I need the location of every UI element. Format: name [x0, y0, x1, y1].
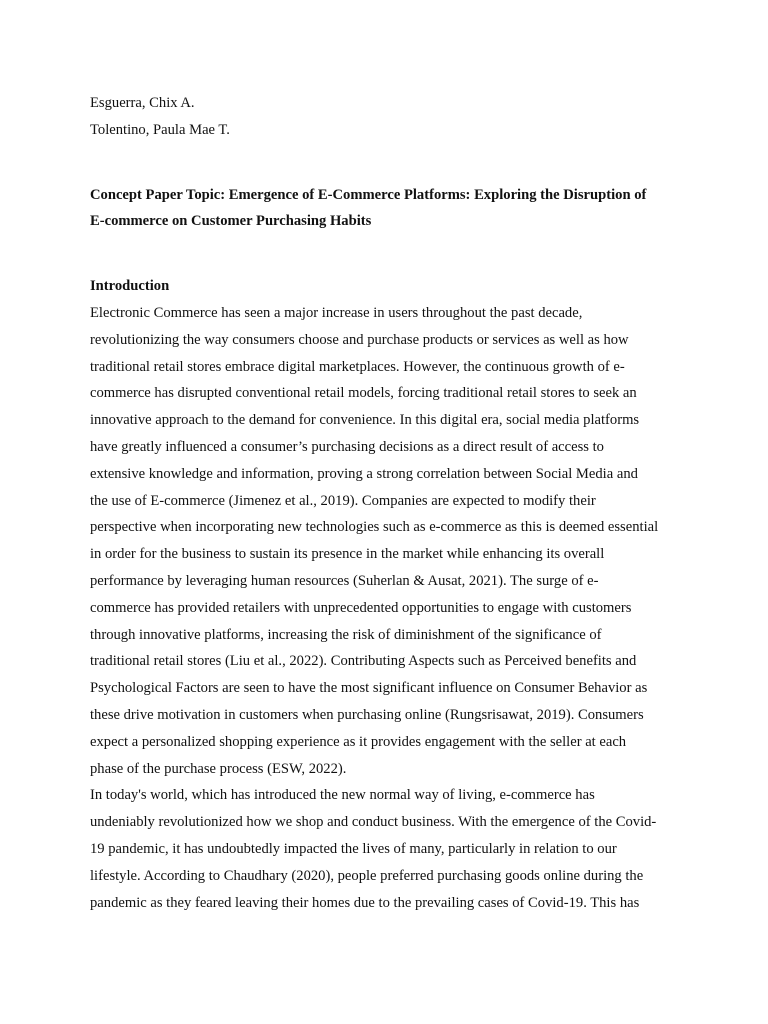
author-list [90, 90, 680, 144]
paper-title [90, 182, 680, 236]
text-line: traditional retail stores (Liu et al., 2022). Contributing Aspects such as Perceived benefits and [90, 653, 637, 670]
author-name: Tolentino, Paula Mae T. [90, 121, 230, 138]
text-line: have greatly influenced a consumer’s purchasing decisions as a direct result of access to [90, 438, 604, 455]
text-line: pandemic as they feared leaving their homes due to the prevailing cases of Covid-19. This has [90, 894, 640, 911]
text-line: commerce has provided retailers with unprecedented opportunities to engage with customers [90, 599, 632, 616]
text-line: lifestyle. According to Chaudhary (2020), people preferred purchasing goods online during the [90, 867, 644, 884]
text-line: perspective when incorporating new technologies such as e-commerce as this is deemed essential [90, 519, 659, 536]
title-line: E-commerce on Customer Purchasing Habits [90, 213, 372, 230]
text-line: commerce has disrupted conventional retail models, forcing traditional retail stores to seek an [90, 385, 637, 402]
section-heading-introduction: Introduction [90, 278, 170, 295]
text-line: revolutionizing the way consumers choose and purchase products or services as well as how [90, 331, 629, 348]
text-line: undeniably revolutionized how we shop and conduct business. With the emergence of the Covid- [90, 814, 657, 831]
text-line: through innovative platforms, increasing the risk of diminishment of the significance of [90, 626, 602, 643]
document-page [90, 90, 680, 916]
text-line: In today's world, which has introduced the new normal way of living, e-commerce has [90, 787, 595, 804]
text-line: in order for the business to sustain its presence in the market while enhancing its overall [90, 546, 605, 563]
text-line: these drive motivation in customers when purchasing online (Rungsrisawat, 2019). Consumers [90, 706, 644, 723]
text-line: expect a personalized shopping experience as it provides engagement with the seller at each [90, 733, 627, 750]
text-line: performance by leveraging human resources (Suherlan & Ausat, 2021). The surge of e- [90, 572, 599, 589]
text-line: extensive knowledge and information, proving a strong correlation between Social Media and [90, 465, 638, 482]
text-line: traditional retail stores embrace digital marketplaces. However, the continuous growth of e- [90, 358, 625, 375]
text-line: Electronic Commerce has seen a major increase in users throughout the past decade, [90, 304, 583, 321]
text-line: innovative approach to the demand for convenience. In this digital era, social media platforms [90, 412, 640, 429]
author-name: Esguerra, Chix A. [90, 95, 195, 111]
paragraph-2 [90, 782, 680, 916]
paragraph-1 [90, 300, 680, 782]
text-line: Psychological Factors are seen to have the most significant influence on Consumer Behavior as [90, 680, 648, 697]
text-line: the use of E-commerce (Jimenez et al., 2019). Companies are expected to modify their [90, 492, 596, 509]
title-line: Concept Paper Topic: Emergence of E-Commerce Platforms: Exploring the Disruption of [90, 186, 647, 203]
text-line: 19 pandemic, it has undoubtedly impacted the lives of many, particularly in relation to our [90, 840, 617, 857]
text-line: phase of the purchase process (ESW, 2022). [90, 760, 347, 777]
